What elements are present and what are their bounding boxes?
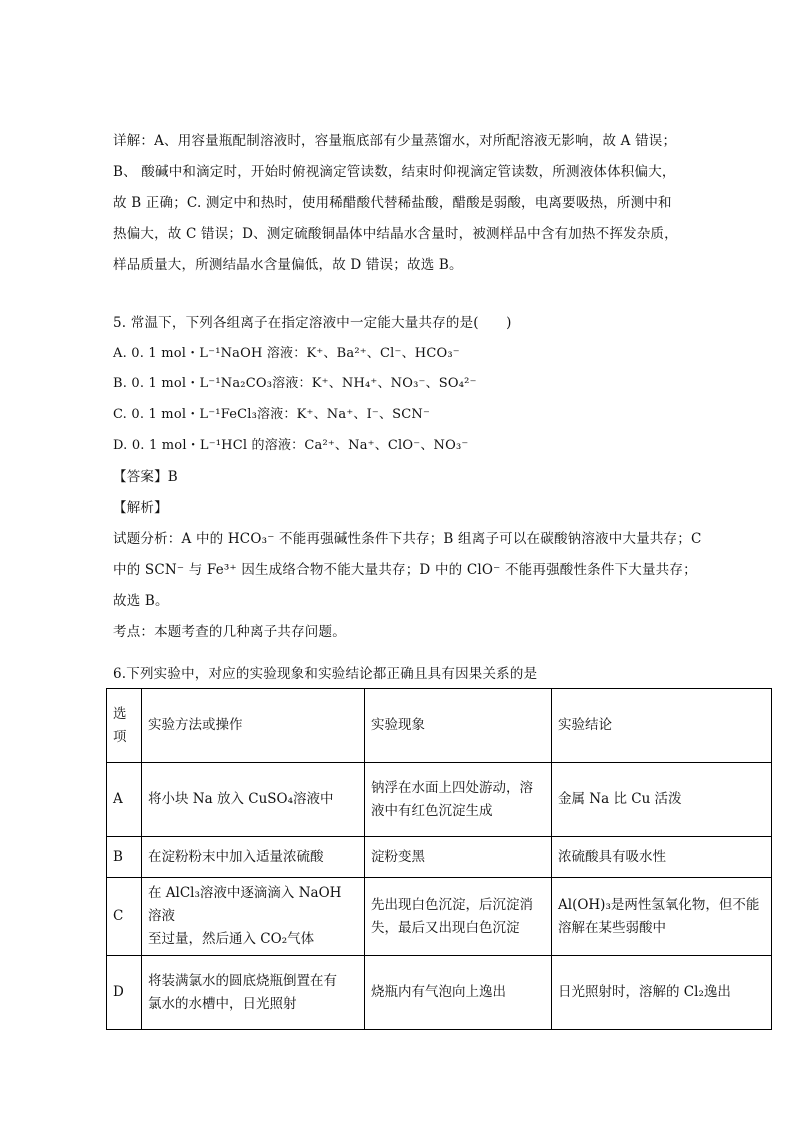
table-row	[107, 763, 772, 837]
table-row	[107, 878, 772, 956]
cell-option: D	[107, 956, 142, 1030]
explanation-line-3: 故 B 正确；C. 测定中和热时，使用稀醋酸代替稀盐酸，醋酸是弱酸，电离要吸热，所测中和	[113, 195, 672, 211]
q5-answer: 【答案】B	[113, 469, 178, 485]
q5-stem: 5. 常温下，下列各组离子在指定溶液中一定能大量共存的是( )	[113, 315, 512, 331]
q5-option-c: C. 0. 1 mol・L⁻¹FeCl₃溶液：K⁺、Na⁺、I⁻、SCN⁻	[113, 407, 431, 422]
q5-option-b: B. 0. 1 mol・L⁻¹Na₂CO₃溶液：K⁺、NH₄⁺、NO₃⁻、SO₄²⁻	[113, 376, 477, 391]
explanation-line-1: 详解：A、用容量瓶配制溶液时，容量瓶底部有少量蒸馏水，对所配溶液无影响，故 A 错误；	[113, 133, 677, 149]
header-method: 实验方法或操作	[142, 689, 365, 763]
cell-phenomenon: 先出现白色沉淀，后沉淀消 失，最后又出现白色沉淀	[365, 878, 552, 956]
q6-stem: 6.下列实验中，对应的实验现象和实验结论都正确且具有因果关系的是	[113, 666, 538, 682]
cell-conclusion: 日光照射时，溶解的 Cl₂逸出	[552, 956, 772, 1030]
q5-option-a: A. 0. 1 mol・L⁻¹NaOH 溶液：K⁺、Ba²⁺、Cl⁻、HCO₃⁻	[113, 346, 460, 361]
cell-conclusion: 金属 Na 比 Cu 活泼	[552, 763, 772, 837]
explanation-line-2: B、 酸碱中和滴定时，开始时俯视滴定管读数，结束时仰视滴定管读数，所测液体体积偏大，	[113, 164, 676, 180]
explanation-line-5: 样品质量大，所测结晶水含量偏低，故 D 错误；故选 B。	[113, 257, 463, 273]
table-row	[107, 837, 772, 878]
cell-option: C	[107, 878, 142, 956]
explanation-line-4: 热偏大，故 C 错误；D、测定硫酸铜晶体中结晶水含量时，被测样品中含有加热不挥发杂质，	[113, 226, 678, 242]
header-option: 选 项	[107, 689, 142, 763]
cell-phenomenon: 淀粉变黑	[365, 837, 552, 878]
cell-method: 将装满氯水的圆底烧瓶倒置在有 氯水的水槽中，日光照射	[142, 956, 365, 1030]
header-phenomenon: 实验现象	[365, 689, 552, 763]
cell-method: 将小块 Na 放入 CuSO₄溶液中	[142, 763, 365, 837]
cell-conclusion: Al(OH)₃是两性氢氧化物，但不能 溶解在某些弱酸中	[552, 878, 772, 956]
q5-key-point: 考点：本题考查的几种离子共存问题。	[113, 624, 346, 640]
cell-method: 在淀粉粉末中加入适量浓硫酸	[142, 837, 365, 878]
cell-option: A	[107, 763, 142, 837]
cell-option: B	[107, 837, 142, 878]
experiment-table	[106, 688, 772, 1030]
q5-analysis-line-3: 故选 B。	[113, 593, 169, 609]
cell-phenomenon: 烧瓶内有气泡向上逸出	[365, 956, 552, 1030]
q5-analysis-line-1: 试题分析：A 中的 HCO₃⁻ 不能再强碱性条件下共存；B 组离子可以在碳酸钠溶液中大量共存；C	[113, 531, 702, 547]
q5-analysis-line-2: 中的 SCN⁻ 与 Fe³⁺ 因生成络合物不能大量共存；D 中的 ClO⁻ 不能再强酸性条件下大量共存；	[113, 562, 697, 578]
q5-analysis-header: 【解析】	[113, 500, 168, 516]
table-row	[107, 956, 772, 1030]
table-header-row	[107, 689, 772, 763]
header-conclusion: 实验结论	[552, 689, 772, 763]
cell-phenomenon: 钠浮在水面上四处游动，溶 液中有红色沉淀生成	[365, 763, 552, 837]
q5-option-d: D. 0. 1 mol・L⁻¹HCl 的溶液：Ca²⁺、Na⁺、ClO⁻、NO₃⁻	[113, 438, 469, 453]
cell-method: 在 AlCl₃溶液中逐滴滴入 NaOH 溶液 至过量，然后通入 CO₂气体	[142, 878, 365, 956]
cell-conclusion: 浓硫酸具有吸水性	[552, 837, 772, 878]
